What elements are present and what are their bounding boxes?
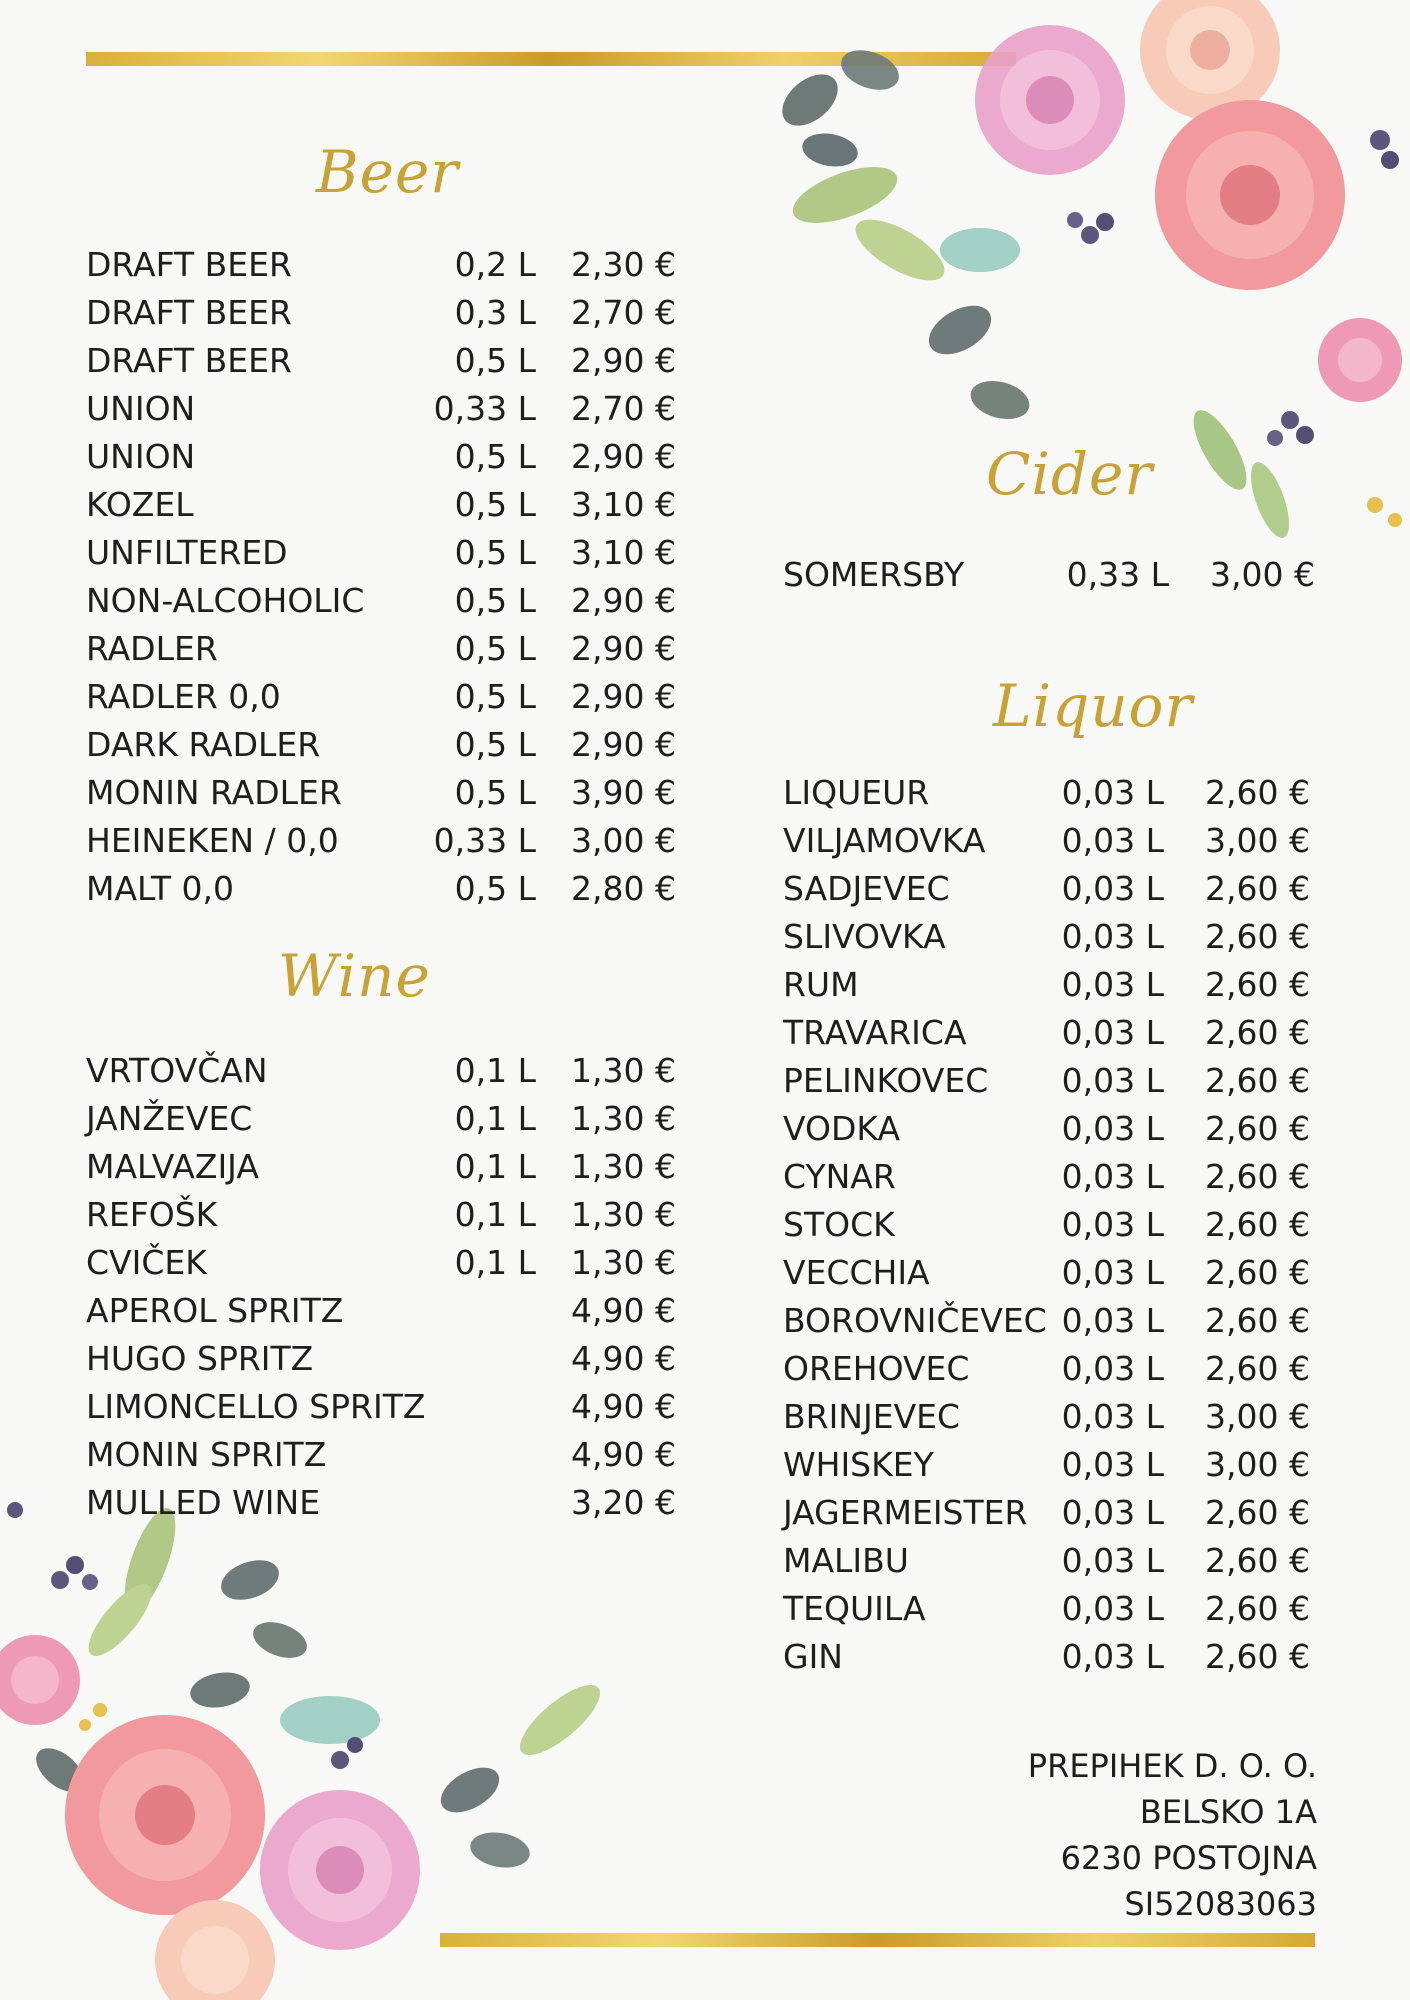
beer-menu-item [86,433,676,481]
item-price: 2,60 € [1205,1253,1310,1292]
wine-menu-item [86,1431,676,1479]
item-name: MONIN SPRITZ [86,1435,327,1474]
item-volume: 0,1 L [454,1147,536,1186]
item-name: VODKA [783,1109,901,1148]
item-name: REFOŠK [86,1195,218,1234]
item-name: CVIČEK [86,1243,207,1282]
item-name: RADLER 0,0 [86,677,281,716]
item-name: VILJAMOVKA [783,821,986,860]
floral-bouquet-bottom-left-icon [0,1470,680,2000]
liquor-menu-item [783,1585,1310,1633]
item-name: VECCHIA [783,1253,930,1292]
item-price: 3,20 € [571,1483,676,1522]
item-name: APEROL SPRITZ [86,1291,344,1330]
beer-menu-item [86,481,676,529]
beer-menu-item [86,385,676,433]
item-name: DARK RADLER [86,725,321,764]
wine-menu-item [86,1143,676,1191]
item-name: SADJEVEC [783,869,950,908]
cider-list [783,551,1315,599]
beer-menu-item [86,865,676,913]
wine-menu-item [86,1479,676,1527]
item-name: JAGERMEISTER [783,1493,1028,1532]
item-volume: 0,03 L [1061,1253,1164,1292]
item-name: DRAFT BEER [86,293,292,332]
company-city: 6230 POSTOJNA [1060,1839,1317,1877]
item-volume: 0,03 L [1061,821,1164,860]
item-name: MONIN RADLER [86,773,342,812]
liquor-menu-item [783,1393,1310,1441]
item-volume: 0,5 L [454,677,536,716]
item-volume: 0,2 L [454,245,536,284]
item-price: 2,60 € [1205,1301,1310,1340]
item-volume: 0,03 L [1061,773,1164,812]
section-title-beer: Beer [316,138,459,206]
item-volume: 0,5 L [454,725,536,764]
liquor-menu-item [783,1009,1310,1057]
item-volume: 0,5 L [454,437,536,476]
item-price: 2,60 € [1205,1061,1310,1100]
wine-menu-item [86,1239,676,1287]
liquor-menu-item [783,1105,1310,1153]
company-tax-id: SI52083063 [1124,1885,1317,1923]
item-name: TEQUILA [783,1589,926,1628]
beer-menu-item [86,625,676,673]
section-title-liquor: Liquor [993,672,1194,740]
item-volume: 0,03 L [1061,1445,1164,1484]
item-name: JANŽEVEC [86,1099,253,1138]
company-info [1028,1743,1317,1927]
liquor-menu-item [783,817,1310,865]
item-price: 2,70 € [571,293,676,332]
item-price: 4,90 € [571,1339,676,1378]
item-price: 3,10 € [571,485,676,524]
item-volume: 0,03 L [1061,1589,1164,1628]
item-volume: 0,5 L [454,533,536,572]
beer-menu-item [86,289,676,337]
item-volume: 0,33 L [433,389,536,428]
item-name: PELINKOVEC [783,1061,989,1100]
item-volume: 0,03 L [1061,1397,1164,1436]
item-name: SOMERSBY [783,555,965,594]
item-volume: 0,1 L [454,1099,536,1138]
beer-menu-item [86,673,676,721]
item-price: 2,60 € [1205,1157,1310,1196]
item-name: CYNAR [783,1157,896,1196]
item-price: 2,60 € [1205,1541,1310,1580]
item-price: 1,30 € [571,1147,676,1186]
item-price: 2,80 € [571,869,676,908]
item-volume: 0,03 L [1061,1157,1164,1196]
item-volume: 0,5 L [454,869,536,908]
item-price: 2,60 € [1205,1205,1310,1244]
item-price: 2,60 € [1205,1589,1310,1628]
item-price: 3,00 € [1205,1397,1310,1436]
item-name: RUM [783,965,859,1004]
beer-menu-item [86,769,676,817]
item-volume: 0,03 L [1061,1349,1164,1388]
liquor-menu-item [783,1441,1310,1489]
item-name: OREHOVEC [783,1349,970,1388]
item-volume: 0,3 L [454,293,536,332]
item-price: 3,90 € [571,773,676,812]
item-name: HUGO SPRITZ [86,1339,314,1378]
item-name: UNION [86,437,196,476]
wine-menu-item [86,1335,676,1383]
item-volume: 0,03 L [1061,965,1164,1004]
liquor-menu-item [783,1537,1310,1585]
item-name: BOROVNIČEVEC [783,1301,1047,1340]
item-price: 3,00 € [1205,1445,1310,1484]
item-name: SLIVOVKA [783,917,946,956]
item-volume: 0,03 L [1061,869,1164,908]
item-price: 3,00 € [571,821,676,860]
item-name: VRTOVČAN [86,1051,268,1090]
item-volume: 0,1 L [454,1195,536,1234]
item-volume: 0,03 L [1061,1109,1164,1148]
wine-menu-item [86,1383,676,1431]
item-volume: 0,5 L [454,773,536,812]
item-name: GIN [783,1637,843,1676]
item-volume: 0,03 L [1061,1205,1164,1244]
beer-menu-item [86,577,676,625]
item-volume: 0,5 L [454,485,536,524]
item-price: 1,30 € [571,1051,676,1090]
company-name: PREPIHEK D. O. O. [1027,1747,1317,1785]
item-price: 2,60 € [1205,773,1310,812]
item-price: 2,90 € [571,581,676,620]
item-name: MALIBU [783,1541,909,1580]
liquor-menu-item [783,1153,1310,1201]
item-price: 2,60 € [1205,917,1310,956]
liquor-menu-item [783,769,1310,817]
wine-list [86,1047,676,1527]
item-price: 3,00 € [1205,821,1310,860]
item-price: 1,30 € [571,1195,676,1234]
item-volume: 0,5 L [454,341,536,380]
item-name: MALVAZIJA [86,1147,259,1186]
item-volume: 0,03 L [1061,1541,1164,1580]
liquor-menu-item [783,961,1310,1009]
item-volume: 0,1 L [454,1051,536,1090]
item-price: 2,90 € [571,629,676,668]
item-name: LIQUEUR [783,773,930,812]
item-price: 2,60 € [1205,1349,1310,1388]
item-name: LIMONCELLO SPRITZ [86,1387,426,1426]
item-price: 2,60 € [1205,1013,1310,1052]
item-price: 3,10 € [571,533,676,572]
item-name: WHISKEY [783,1445,934,1484]
item-name: BRINJEVEC [783,1397,961,1436]
item-volume: 0,03 L [1061,1637,1164,1676]
item-name: RADLER [86,629,218,668]
item-name: NON-ALCOHOLIC [86,581,365,620]
item-name: UNION [86,389,196,428]
item-price: 2,60 € [1205,1109,1310,1148]
beer-menu-item [86,241,676,289]
item-price: 4,90 € [571,1291,676,1330]
item-price: 2,90 € [571,725,676,764]
liquor-menu-item [783,1297,1310,1345]
item-price: 2,90 € [571,677,676,716]
item-price: 2,30 € [571,245,676,284]
item-volume: 0,03 L [1061,917,1164,956]
beer-list [86,241,676,913]
item-volume: 0,5 L [454,581,536,620]
item-volume: 0,5 L [454,629,536,668]
item-price: 2,90 € [571,437,676,476]
item-name: HEINEKEN / 0,0 [86,821,339,860]
item-name: UNFILTERED [86,533,288,572]
item-price: 2,60 € [1205,965,1310,1004]
item-name: STOCK [783,1205,895,1244]
cider-menu-item [783,551,1315,599]
item-price: 1,30 € [571,1243,676,1282]
liquor-menu-item [783,1249,1310,1297]
item-name: DRAFT BEER [86,341,292,380]
item-price: 2,60 € [1205,1493,1310,1532]
beer-menu-item [86,721,676,769]
item-price: 3,00 € [1210,555,1315,594]
liquor-menu-item [783,1201,1310,1249]
item-volume: 0,33 L [1066,555,1169,594]
item-volume: 0,03 L [1061,1301,1164,1340]
company-street: BELSKO 1A [1139,1793,1317,1831]
section-title-wine: Wine [278,942,431,1010]
section-title-cider: Cider [986,440,1154,508]
liquor-menu-item [783,1633,1310,1681]
wine-menu-item [86,1287,676,1335]
item-name: DRAFT BEER [86,245,292,284]
wine-menu-item [86,1191,676,1239]
beer-menu-item [86,529,676,577]
item-name: TRAVARICA [783,1013,967,1052]
item-name: MALT 0,0 [86,869,235,908]
item-price: 2,60 € [1205,869,1310,908]
item-price: 4,90 € [571,1387,676,1426]
item-volume: 0,33 L [433,821,536,860]
item-price: 2,90 € [571,341,676,380]
item-price: 4,90 € [571,1435,676,1474]
item-price: 1,30 € [571,1099,676,1138]
wine-menu-item [86,1047,676,1095]
item-price: 2,70 € [571,389,676,428]
item-volume: 0,03 L [1061,1493,1164,1532]
wine-menu-item [86,1095,676,1143]
item-name: KOZEL [86,485,194,524]
liquor-menu-item [783,1489,1310,1537]
liquor-menu-item [783,1345,1310,1393]
item-price: 2,60 € [1205,1637,1310,1676]
item-volume: 0,03 L [1061,1013,1164,1052]
liquor-menu-item [783,865,1310,913]
liquor-menu-item [783,1057,1310,1105]
item-name: MULLED WINE [86,1483,321,1522]
item-volume: 0,1 L [454,1243,536,1282]
beer-menu-item [86,817,676,865]
liquor-menu-item [783,913,1310,961]
item-volume: 0,03 L [1061,1061,1164,1100]
liquor-list [783,769,1310,1681]
beer-menu-item [86,337,676,385]
